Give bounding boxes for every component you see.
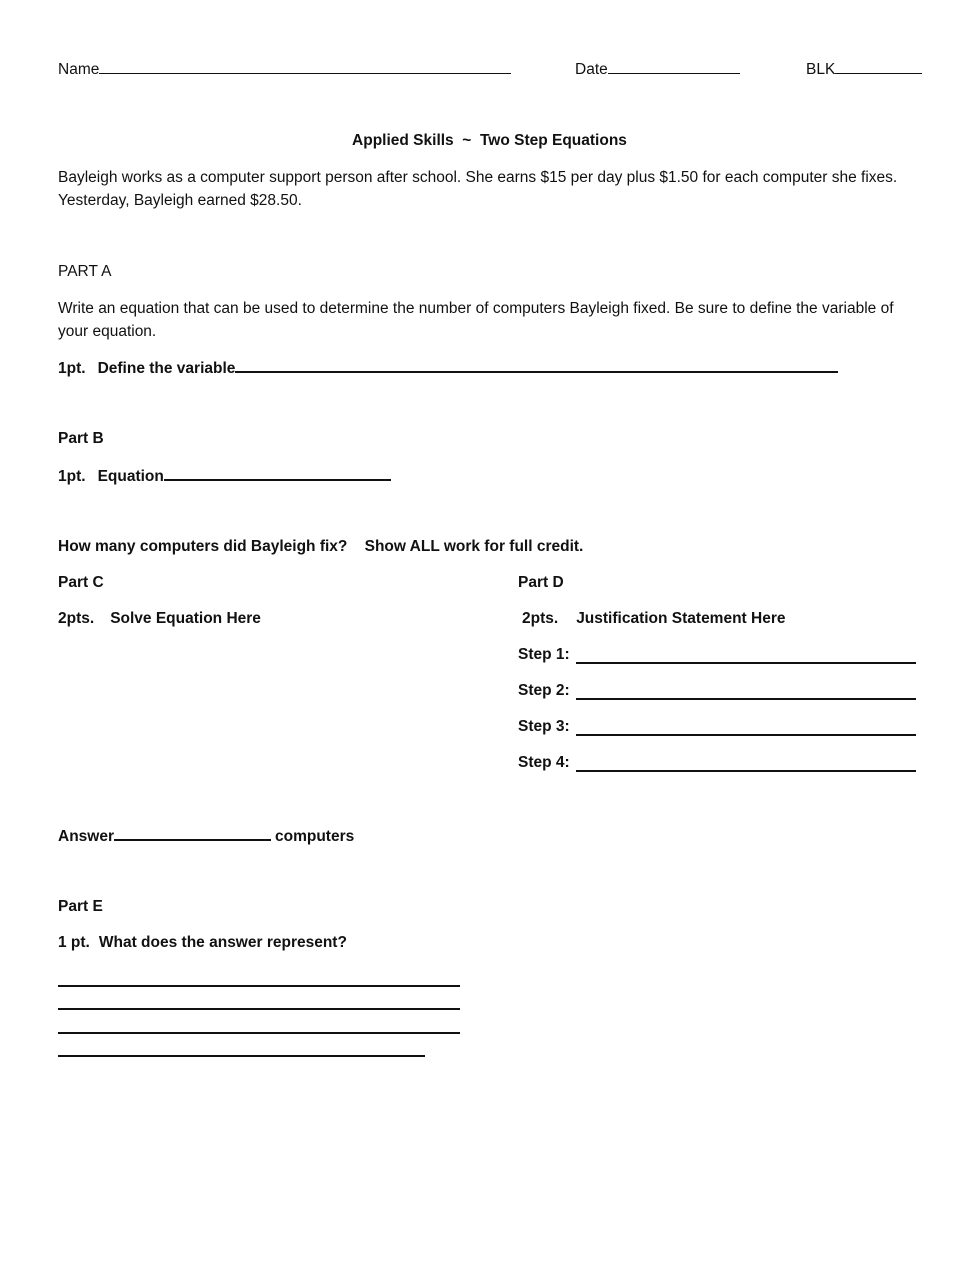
- blk-label: BLK: [806, 61, 836, 78]
- part-a-instructions: Write an equation that can be used to determine the number of computers Bayleigh fixed. Be sure to define the variable of your equation.: [58, 300, 894, 340]
- step-4-line[interactable]: [576, 770, 916, 772]
- blk-input-line[interactable]: [835, 59, 922, 74]
- equation-field[interactable]: [58, 465, 391, 487]
- name-input-line[interactable]: [99, 59, 511, 74]
- answer-label: Answer: [58, 828, 114, 845]
- define-variable-label: Define the variable: [97, 360, 236, 377]
- name-field[interactable]: [58, 59, 511, 80]
- part-c-prompt-row: [58, 609, 261, 629]
- define-variable-field[interactable]: [58, 357, 838, 379]
- part-e-prompt-row: [58, 933, 347, 953]
- step-1-label: Step 1:: [518, 646, 570, 663]
- equation-label: Equation: [97, 468, 164, 485]
- step-3-line[interactable]: [576, 734, 916, 736]
- part-e-answer-line-1[interactable]: [58, 985, 460, 987]
- worksheet-title: Applied Skills ~ Two Step Equations: [352, 132, 627, 149]
- date-label: Date: [575, 61, 608, 78]
- step-3-label: Step 3:: [518, 718, 570, 735]
- part-d-prompt-row: [522, 609, 786, 629]
- part-a-points: 1pt.: [58, 360, 86, 377]
- part-d-heading: Part D: [518, 574, 564, 591]
- part-e-points: 1 pt.: [58, 934, 90, 951]
- solve-equation-label: Solve Equation Here: [110, 610, 261, 627]
- date-input-line[interactable]: [608, 59, 740, 74]
- part-c-points: 2pts.: [58, 610, 95, 627]
- answer-field[interactable]: [58, 825, 354, 847]
- answer-unit: computers: [275, 828, 355, 845]
- define-variable-line[interactable]: [235, 357, 838, 373]
- step-2-label: Step 2:: [518, 682, 570, 699]
- part-d-points: 2pts.: [522, 610, 559, 627]
- answer-line[interactable]: [114, 825, 271, 841]
- part-b-heading: Part B: [58, 430, 104, 447]
- solve-work-area[interactable]: [58, 640, 498, 810]
- part-c-heading: Part C: [58, 574, 104, 591]
- part-a-heading: PART A: [58, 263, 112, 280]
- part-e-answer-line-2[interactable]: [58, 1008, 460, 1010]
- blk-field[interactable]: [806, 59, 922, 80]
- part-e-answer-line-4[interactable]: [58, 1055, 425, 1057]
- question-text: How many computers did Bayleigh fix? Show ALL work for full credit.: [58, 538, 584, 555]
- date-field[interactable]: [575, 59, 740, 80]
- justification-label: Justification Statement Here: [576, 610, 786, 627]
- name-label: Name: [58, 61, 100, 78]
- part-e-heading: Part E: [58, 898, 103, 915]
- step-2-line[interactable]: [576, 698, 916, 700]
- step-4-label: Step 4:: [518, 754, 570, 771]
- problem-text: Bayleigh works as a computer support person after school. She earns $15 per day plus $1.50 for each computer she fixes. Yesterday, Bayleigh earned $28.50.: [58, 169, 898, 209]
- part-e-prompt: What does the answer represent?: [98, 934, 347, 951]
- step-1-line[interactable]: [576, 662, 916, 664]
- part-b-points: 1pt.: [58, 468, 86, 485]
- equation-line[interactable]: [164, 465, 391, 481]
- part-e-answer-line-3[interactable]: [58, 1032, 460, 1034]
